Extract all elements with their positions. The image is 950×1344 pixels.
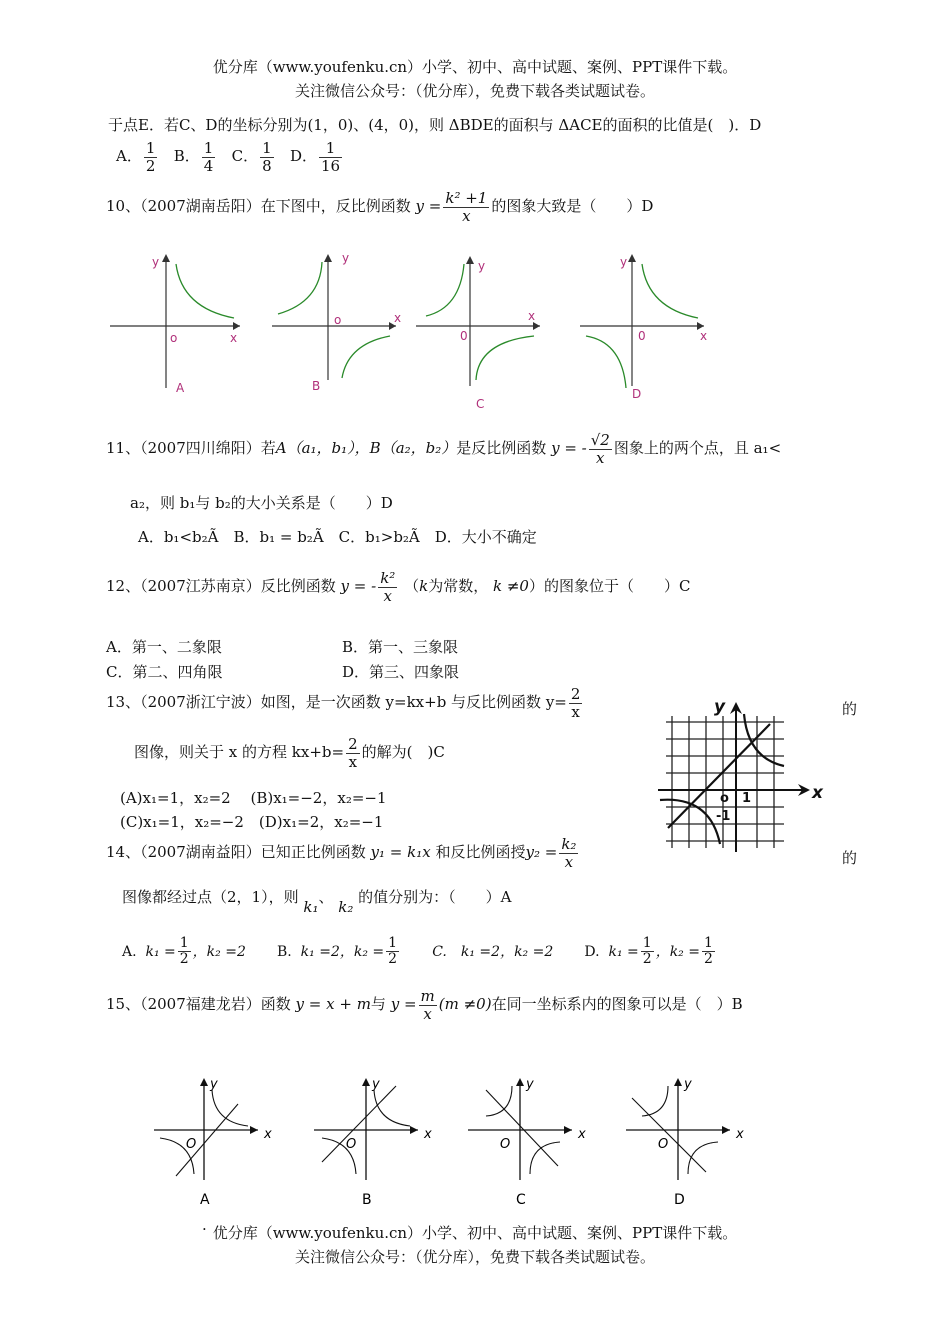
q12-opt-d: D．第三、四象限: [342, 663, 460, 681]
q9-options: [116, 140, 344, 174]
q10-a-x-label: x: [230, 331, 238, 345]
q13-x-label: x: [812, 783, 823, 803]
q12-opt-c: C．第二、四角限: [106, 663, 223, 681]
q10-graph-b: [272, 250, 412, 400]
q13-graph: [658, 696, 828, 856]
q14-opt-a-frac: $\frac{1}{2}$: [179, 935, 189, 968]
q13-line2-frac: $\frac{2}{x}$: [348, 735, 358, 771]
q14-opt-b-k: k₁ =2，k₂ =: [300, 943, 385, 960]
q13-line2-pre: 图像，则关于 x 的方程 kx+b=: [134, 743, 345, 761]
q14-y1: y₁ = k₁x: [370, 843, 431, 861]
q10-func-y: y =: [415, 197, 442, 215]
q12-paren: （: [404, 577, 420, 595]
q15-graph-b: [314, 1076, 444, 1216]
footer-line-1: 优分库（www.youfenku.cn）小学、初中、高中试题、案例、PPT课件下载。: [212, 1224, 738, 1242]
q15-cond: (m ≠0): [438, 995, 492, 1013]
q14-opt-d-k1: k₁ =: [608, 943, 639, 960]
q10-func-frac: $\frac{\text{k² +1}}{x}$: [445, 189, 488, 225]
q10-graph-a: [110, 250, 250, 400]
q15-b-y: y: [372, 1077, 380, 1092]
q13-stem-post: 的: [842, 700, 858, 718]
q10-b-origin: o: [334, 313, 342, 327]
q14-stem-pre: 14、（2007湖南益阳）已知正比例函数: [106, 843, 366, 861]
q15-d-label: D: [674, 1192, 685, 1208]
q9-opt-d: D．: [289, 147, 317, 165]
q15-graph-d: [626, 1076, 756, 1216]
q14-options: [122, 936, 717, 968]
q14-stem-post: 的: [842, 849, 858, 867]
q11-func-frac: $\frac{√2}{x}$: [590, 431, 610, 467]
q14-opt-c: C. k₁ =2，k₂ =2: [432, 943, 554, 960]
q15-mid: 与: [370, 995, 386, 1013]
q14-opt-b: B.: [277, 943, 292, 960]
q13-y-label: y: [714, 697, 726, 717]
q14-sep: 、: [318, 888, 334, 906]
q13-stem-pre: 13、（2007浙江宁波）如图，是一次函数 y=kx+b 与反比例函数 y=: [106, 693, 567, 711]
q15-b-o: O: [346, 1137, 357, 1152]
q14-k2: k₂: [338, 898, 354, 916]
q10-d-x-label: x: [700, 329, 708, 343]
q12-cond: k ≠0: [493, 577, 529, 595]
q10-d-origin: 0: [638, 329, 646, 343]
q10-stem: [106, 190, 653, 224]
q10-d-label: D: [632, 387, 642, 401]
q15-c-label: C: [516, 1192, 526, 1208]
q13-tick-neg1: -1: [716, 809, 731, 824]
q15-stem-pre: 15、（2007福建龙岩）函数: [106, 995, 291, 1013]
q10-stem-post: 的图象大致是（ ）D: [491, 197, 654, 215]
q9-opt-c: C．: [231, 147, 259, 165]
q15-graph-c: [468, 1076, 598, 1216]
q15-func2-frac: $\frac{m}{x}$: [420, 987, 435, 1023]
q15-d-x: x: [736, 1127, 744, 1142]
q10-a-label: A: [176, 381, 185, 395]
q15-stem-post: 在同一坐标系内的图象可以是（ ）B: [491, 995, 743, 1013]
q11-point-a: A（a₁，b₁），: [275, 439, 370, 457]
q11-point-b: B（a₂，b₂）: [369, 439, 457, 457]
q15-b-x: x: [424, 1127, 432, 1142]
q9-opt-b-frac: $\frac{1}{4}$: [203, 139, 214, 175]
q14-line2-pre: 图像都经过点（2，1），则: [122, 888, 299, 906]
q9-opt-d-frac: $\frac{1}{16}$: [320, 139, 341, 175]
q15-a-x: x: [264, 1127, 272, 1142]
q12-stem-post: ）的图象位于（ ）C: [528, 577, 691, 595]
q13-origin: o: [720, 791, 729, 806]
q15-stem: [106, 988, 743, 1022]
q10-d-y-label: y: [620, 255, 628, 269]
q15-func2-y: y =: [390, 995, 417, 1013]
q14-opt-a: A.: [122, 943, 137, 960]
q15-c-x: x: [578, 1127, 586, 1142]
q10-b-x-label: x: [394, 311, 402, 325]
q15-c-y: y: [526, 1077, 534, 1092]
q13-line-2: [134, 736, 445, 770]
q10-b-label: B: [312, 379, 321, 393]
q15-a-label: A: [200, 1192, 210, 1208]
q12-stem-pre: 12、（2007江苏南京）反比例函数: [106, 577, 336, 595]
q14-stem-mid: 和反比例函授: [435, 843, 526, 861]
q13-frac: $\frac{2}{x}$: [570, 685, 581, 721]
q12-opt-b: B．第一、三象限: [342, 638, 459, 656]
q13-stem: [106, 686, 584, 720]
q10-a-y-label: y: [152, 255, 160, 269]
q10-c-origin: 0: [460, 329, 468, 343]
header-line-2: 关注微信公众号：（优分库），免费下载各类试题试卷。: [294, 82, 655, 100]
q12-func-frac: $\frac{\text{k²}}{x}$: [380, 569, 396, 605]
q10-c-label: C: [476, 397, 485, 411]
q15-b-label: B: [362, 1192, 372, 1208]
q11-stem-post: 图象上的两个点，且 a₁<: [613, 439, 782, 457]
q13-options-ab: (A)x₁=1，x₂=2 (B)x₁=−2，x₂=−1: [120, 789, 387, 807]
q12-opt-a: A．第一、二象限: [106, 638, 222, 656]
q14-opt-a-k1: k₁ =: [145, 943, 176, 960]
q10-a-origin: o: [170, 331, 178, 345]
q10-graph-c: [416, 250, 556, 415]
q15-func1: y = x + m: [295, 995, 371, 1013]
q10-c-x-label: x: [528, 309, 536, 323]
q10-graph-d: [580, 250, 720, 405]
q11-func-y: y = -: [551, 439, 587, 457]
q9-opt-b: B．: [173, 147, 200, 165]
q15-d-y: y: [684, 1077, 692, 1092]
q10-b-y-label: y: [342, 251, 350, 265]
q9-opt-a-frac: $\frac{1}{2}$: [145, 139, 156, 175]
q14-opt-a-k2: ，k₂ =2: [192, 943, 246, 960]
q14-stem: [106, 836, 580, 870]
q12-const: 为常数，: [428, 577, 489, 595]
q14-opt-d-frac-1: $\frac{1}{2}$: [642, 935, 652, 968]
q14-opt-d-k2: ，k₂ =: [655, 943, 700, 960]
q11-line-2: a₂，则 b₁与 b₂的大小关系是（ ）D: [130, 494, 393, 512]
q10-c-y-label: y: [478, 259, 486, 273]
q14-opt-d-frac-2: $\frac{1}{2}$: [703, 935, 713, 968]
q14-opt-b-frac: $\frac{1}{2}$: [388, 935, 398, 968]
q11-stem-pre: 11、（2007四川绵阳）若: [106, 439, 276, 457]
q9-stem: 于点E．若C、D的坐标分别为(1，0)、(4，0)，则 ΔBDE的面积与 ΔACE的面积的比值是( )．D: [108, 116, 762, 134]
q14-line2-post: 的值分别为：（ ）A: [358, 888, 512, 906]
q14-line-2: [122, 886, 512, 916]
footer-line-2: 关注微信公众号：（优分库），免费下载各类试题试卷。: [294, 1248, 655, 1266]
q10-stem-pre: 10、（2007湖南岳阳）在下图中，反比例函数: [106, 197, 411, 215]
q15-graph-a: [154, 1076, 284, 1216]
q11-stem-mid: 是反比例函数: [456, 439, 547, 457]
header-line-1: 优分库（www.youfenku.cn）小学、初中、高中试题、案例、PPT课件下载。: [212, 58, 738, 76]
q13-tick-1: 1: [742, 791, 752, 806]
q15-d-o: O: [658, 1137, 669, 1152]
q15-c-o: O: [500, 1137, 511, 1152]
footer-dot: ·: [202, 1220, 207, 1238]
q14-k1: k₁: [303, 898, 319, 916]
q9-opt-a: A．: [116, 147, 142, 165]
q15-a-y: y: [210, 1077, 218, 1092]
q13-options-cd: (C)x₁=1，x₂=−2 (D)x₁=2，x₂=−1: [120, 813, 384, 831]
q14-y2: y₂ =: [525, 843, 558, 861]
q11-options: A．b₁<b₂Ã B．b₁ = b₂Ã C．b₁>b₂Ã D．大小不确定: [138, 528, 537, 546]
q15-a-o: O: [186, 1137, 197, 1152]
q13-line2-post: 的解为( )C: [361, 743, 445, 761]
q12-k: k: [419, 577, 429, 595]
q14-frac: $\frac{\text{k₂}}{x}$: [561, 835, 577, 871]
q11-stem: [106, 432, 781, 466]
q12-func-y: y = -: [340, 577, 377, 595]
q9-opt-c-frac: $\frac{1}{8}$: [262, 139, 272, 175]
q14-opt-d: D.: [584, 943, 600, 960]
q12-stem: [106, 570, 690, 604]
